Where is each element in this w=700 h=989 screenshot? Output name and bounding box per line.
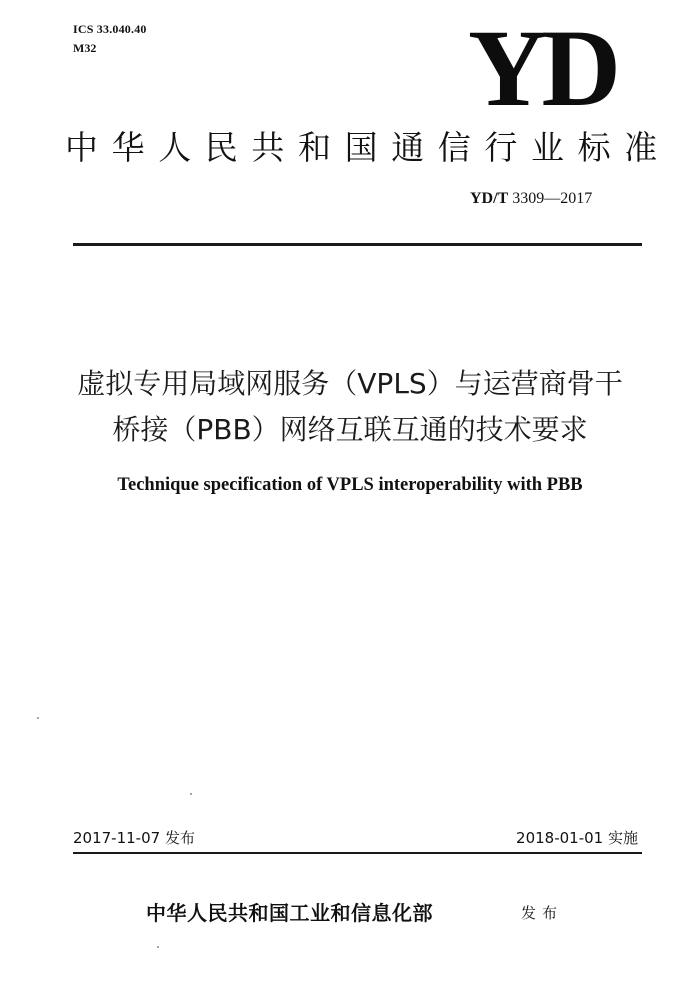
- standard-number-prefix: YD/T: [470, 190, 509, 207]
- document-title-zh: [40, 361, 660, 453]
- standard-number: [470, 189, 592, 209]
- standard-number-value: 3309—2017: [512, 190, 593, 207]
- implementation-date: 2018-01-01 实施: [516, 829, 638, 847]
- header-divider: [73, 243, 642, 246]
- standard-organization-title: 中华人民共和国通信行业标准: [65, 128, 671, 167]
- classification-code: M32: [73, 41, 97, 55]
- issue-date: 2017-11-07 发布: [73, 829, 195, 847]
- publish-label: 发布: [521, 904, 564, 922]
- document-title-en: Technique specification of VPLS interoperability with PBB: [117, 475, 583, 495]
- publisher-name: 中华人民共和国工业和信息化部: [146, 901, 433, 925]
- footer-divider: [73, 852, 642, 854]
- yd-logo: YD: [468, 7, 615, 129]
- scan-speck: [190, 793, 192, 795]
- scan-speck: [37, 717, 39, 719]
- scan-speck: [157, 946, 159, 948]
- title-zh-line-1: 虚拟专用局域网服务（VPLS）与运营商骨干: [77, 367, 623, 400]
- ics-code: ICS 33.040.40: [73, 22, 147, 36]
- title-zh-line-2: 桥接（PBB）网络互联互通的技术要求: [112, 413, 588, 446]
